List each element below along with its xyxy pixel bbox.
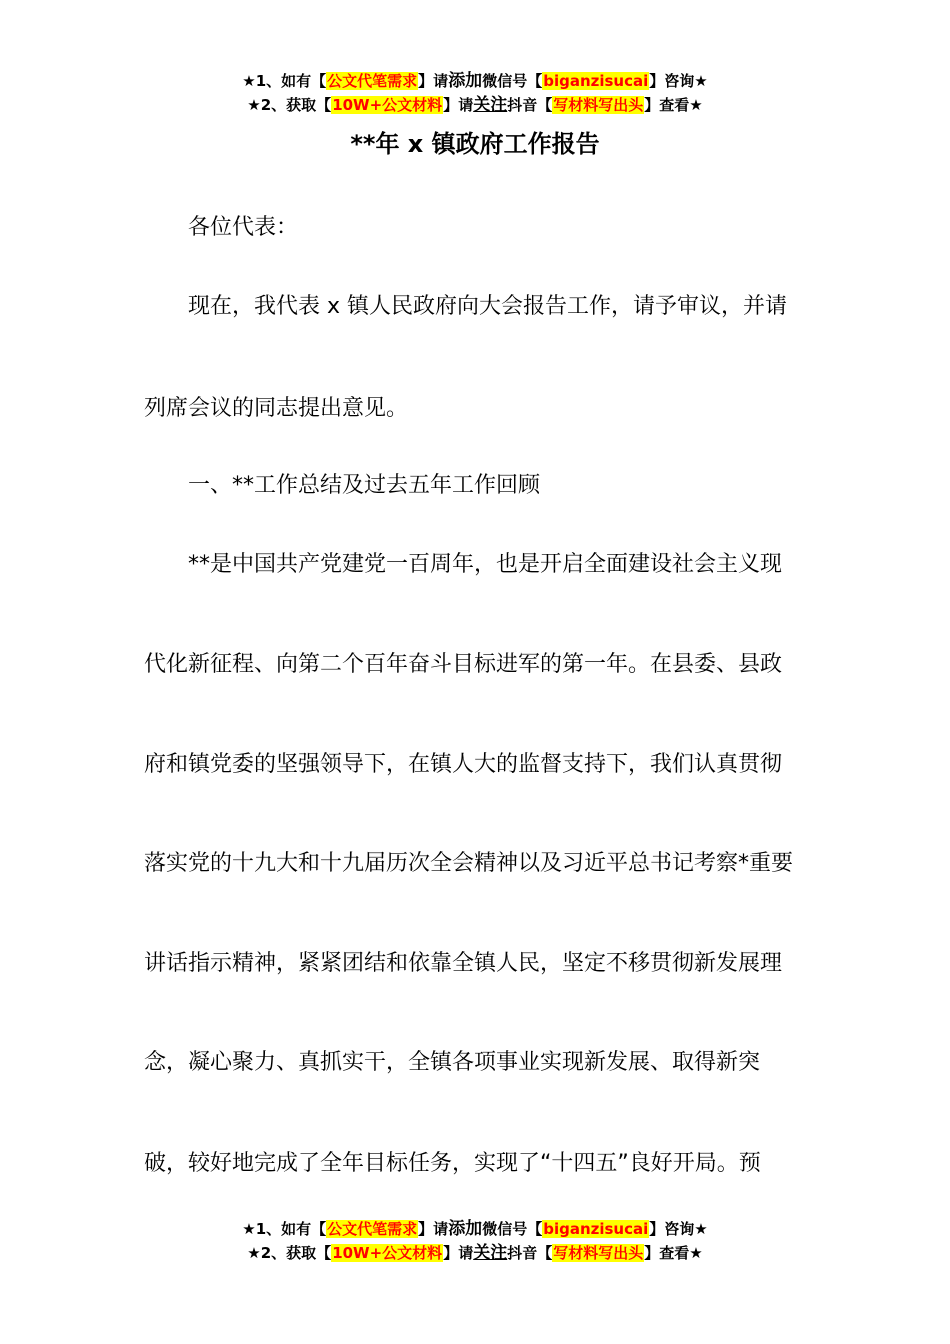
promo-emphasis: 添加 xyxy=(448,1219,483,1239)
body-line: 现在，我代表 x 镇人民政府向大会报告工作，请予审议，并请 xyxy=(188,294,788,319)
promo-highlight-materials: 10W+公文材料 xyxy=(332,96,443,114)
promo-highlight-douyin: 写材料写出头 xyxy=(553,96,644,114)
promo-text: ★2、获取【 xyxy=(247,96,332,114)
promo-text: ★1、如有【 xyxy=(242,72,327,90)
promo-text: 抖音【 xyxy=(507,1244,553,1262)
promo-text: 】请 xyxy=(418,72,449,90)
promo-emphasis-follow: 关注 xyxy=(473,1243,508,1263)
footer-promo-banner xyxy=(0,1217,950,1265)
promo-line-consult xyxy=(0,69,950,93)
promo-line-consult xyxy=(0,1217,950,1241)
document-title: **年 x 镇政府工作报告 xyxy=(350,130,600,158)
body-line: 念，凝心聚力、真抓实干，全镇各项事业实现新发展、取得新突 xyxy=(144,1050,761,1075)
promo-line-materials xyxy=(0,1241,950,1265)
promo-text: ★1、如有【 xyxy=(242,1220,327,1238)
promo-text: ★2、获取【 xyxy=(247,1244,332,1262)
promo-highlight-service: 公文代笔需求 xyxy=(327,72,418,90)
body-line: 代化新征程、向第二个百年奋斗目标进军的第一年。在县委、县政 xyxy=(144,652,783,677)
promo-text: 微信号【 xyxy=(482,1220,543,1238)
promo-highlight-materials: 10W+公文材料 xyxy=(332,1244,443,1262)
promo-emphasis-follow: 关注 xyxy=(473,95,508,115)
promo-text: 抖音【 xyxy=(507,96,553,114)
promo-highlight-service: 公文代笔需求 xyxy=(327,1220,418,1238)
body-line: 讲话指示精神，紧紧团结和依靠全镇人民，坚定不移贯彻新发展理 xyxy=(144,951,783,976)
promo-text: 】请 xyxy=(443,1244,474,1262)
body-line: 落实党的十九大和十九届历次全会精神以及习近平总书记考察*重要 xyxy=(144,851,794,876)
header-promo-banner xyxy=(0,69,950,117)
promo-highlight-wechat-id: biganzisucai xyxy=(543,1220,649,1238)
promo-text: 】查看★ xyxy=(644,96,703,114)
promo-text: 】请 xyxy=(443,96,474,114)
body-line: 府和镇党委的坚强领导下，在镇人大的监督支持下，我们认真贯彻 xyxy=(144,752,783,777)
body-line: **是中国共产党建党一百周年，也是开启全面建设社会主义现 xyxy=(188,552,783,577)
body-line: 破，较好地完成了全年目标任务，实现了“十四五”良好开局。预 xyxy=(144,1151,761,1176)
promo-highlight-wechat-id: biganzisucai xyxy=(543,72,649,90)
promo-text: 微信号【 xyxy=(482,72,543,90)
promo-highlight-douyin: 写材料写出头 xyxy=(553,1244,644,1262)
promo-line-materials xyxy=(0,93,950,117)
promo-text: 】咨询★ xyxy=(649,72,708,90)
section-heading: 一、**工作总结及过去五年工作回顾 xyxy=(188,473,541,498)
promo-emphasis: 添加 xyxy=(448,71,483,91)
promo-text: 】请 xyxy=(418,1220,449,1238)
salutation: 各位代表： xyxy=(188,215,299,240)
promo-text: 】咨询★ xyxy=(649,1220,708,1238)
body-line: 列席会议的同志提出意见。 xyxy=(144,396,409,421)
promo-text: 】查看★ xyxy=(644,1244,703,1262)
